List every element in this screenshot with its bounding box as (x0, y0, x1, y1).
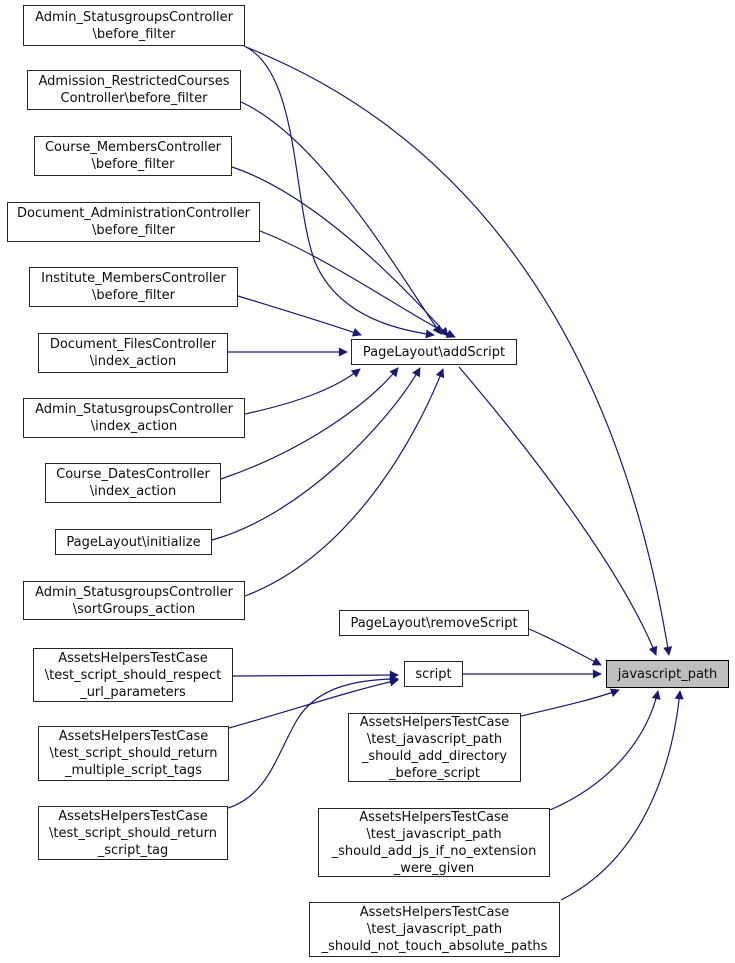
node-label-line: _should_add_directory (361, 748, 508, 764)
node-label-line: AssetsHelpersTestCase (58, 650, 208, 666)
node-label-line: \test_script_should_return (49, 825, 217, 841)
node-label-line: PageLayout\removeScript (350, 615, 518, 631)
node-label-line: _should_not_touch_absolute_paths (321, 939, 548, 954)
node-label-line: AssetsHelpersTestCase (359, 809, 509, 825)
edge-admin-statusgroups-index-addscript (245, 369, 360, 414)
node-label-line: \before_filter (92, 26, 176, 42)
edge-respect-url-parameters-script (233, 675, 398, 676)
node-test-script-should-return-multiple-script-tags[interactable] (38, 726, 229, 781)
node-admin-statusgroups-before-filter[interactable] (23, 5, 245, 46)
node-label-line: Document_AdministrationController (17, 206, 250, 221)
node-institute-members-before-filter[interactable] (29, 267, 238, 307)
node-label-line: javascript_path (617, 666, 718, 682)
edge-admission-restrictedcourses-addscript (241, 102, 441, 334)
node-label-line: \before_filter (92, 288, 175, 303)
node-pagelayout-addscript[interactable] (351, 339, 517, 365)
node-test-javascript-path-should-add-directory-before-script[interactable] (348, 713, 521, 782)
node-test-javascript-path-should-add-js-if-no-extension-were-given[interactable] (318, 808, 550, 877)
edge-sortgroups-addscript (245, 369, 443, 596)
edge-admin-statusgroups-before-filter-addscript (244, 46, 434, 335)
node-label-line: \test_javascript_path (366, 731, 503, 747)
node-admin-statusgroups-index-action[interactable] (23, 398, 245, 438)
node-course-members-before-filter[interactable] (34, 136, 232, 176)
node-label-line: PageLayout\initialize (66, 534, 201, 550)
node-label-line: Course_MembersController (44, 140, 222, 155)
node-label-line: AssetsHelpersTestCase (359, 905, 510, 920)
node-pagelayout-initialize[interactable] (55, 529, 212, 555)
node-label-line: \test_javascript_path (366, 826, 502, 842)
node-pagelayout-removescript[interactable] (339, 610, 529, 636)
node-label-line: _multiple_script_tags (65, 763, 202, 778)
node-label-line: \test_script_should_return (49, 746, 218, 761)
node-label-line: _url_parameters (80, 684, 186, 700)
node-course-dates-index-action[interactable] (45, 463, 221, 503)
edge-removescript-javascript-path (529, 629, 601, 665)
node-test-javascript-path-should-not-touch-absolute-paths[interactable] (309, 902, 560, 957)
node-admission-restrictedcourses-before-filter[interactable] (27, 70, 241, 110)
node-label-line: \index_action (89, 484, 177, 499)
node-document-files-index-action[interactable] (38, 333, 228, 373)
node-test-script-should-return-script-tag[interactable] (38, 806, 228, 860)
node-label-line: Admission_RestrictedCourses (38, 74, 230, 89)
node-label-line: \sortGroups_action (72, 601, 196, 617)
node-label-line: AssetsHelpersTestCase (58, 729, 209, 744)
node-label-line: \before_filter (91, 157, 175, 172)
node-label-line: Document_FilesController (49, 337, 217, 352)
edge-add-directory-javascript-path (521, 690, 619, 716)
node-admin-statusgroups-sortgroups-action[interactable] (23, 581, 245, 620)
node-label-line: _script_tag (97, 842, 169, 858)
node-label-line: PageLayout\addScript (362, 344, 506, 360)
node-label-line: Admin_StatusgroupsController (35, 9, 233, 25)
node-label-line: Admin_StatusgroupsController (35, 584, 233, 600)
node-label-line: _before_script (388, 765, 481, 781)
node-script[interactable] (404, 661, 463, 687)
edge-course-dates-addscript (221, 368, 398, 479)
node-label-line: _should_add_js_if_no_extension (331, 843, 537, 859)
node-label-line: Institute_MembersController (41, 271, 226, 286)
node-label-line: _were_given (393, 860, 475, 876)
node-document-administration-before-filter[interactable] (7, 202, 260, 242)
node-javascript-path[interactable] (606, 660, 729, 688)
node-label-line: \index_action (90, 419, 178, 434)
edge-course-members-addscript (232, 167, 448, 336)
node-label-line: \test_script_should_respect (44, 667, 222, 683)
edge-add-js-javascript-path (550, 691, 658, 810)
node-label-line: Admin_StatusgroupsController (35, 402, 233, 417)
node-label-line: \before_filter (92, 223, 175, 238)
edge-institute-members-addscript (238, 296, 361, 335)
node-label-line: \index_action (89, 354, 177, 369)
node-label-line: AssetsHelpersTestCase (58, 808, 208, 824)
node-label-line: Controller\before_filter (60, 91, 208, 106)
node-label-line: Course_DatesController (56, 467, 210, 482)
node-label-line: AssetsHelpersTestCase (359, 714, 510, 730)
node-test-script-should-respect-url-parameters[interactable] (33, 648, 233, 702)
node-label-line: script (415, 666, 452, 682)
edge-document-administration-addscript (260, 231, 455, 337)
node-label-line: \test_javascript_path (366, 922, 503, 937)
